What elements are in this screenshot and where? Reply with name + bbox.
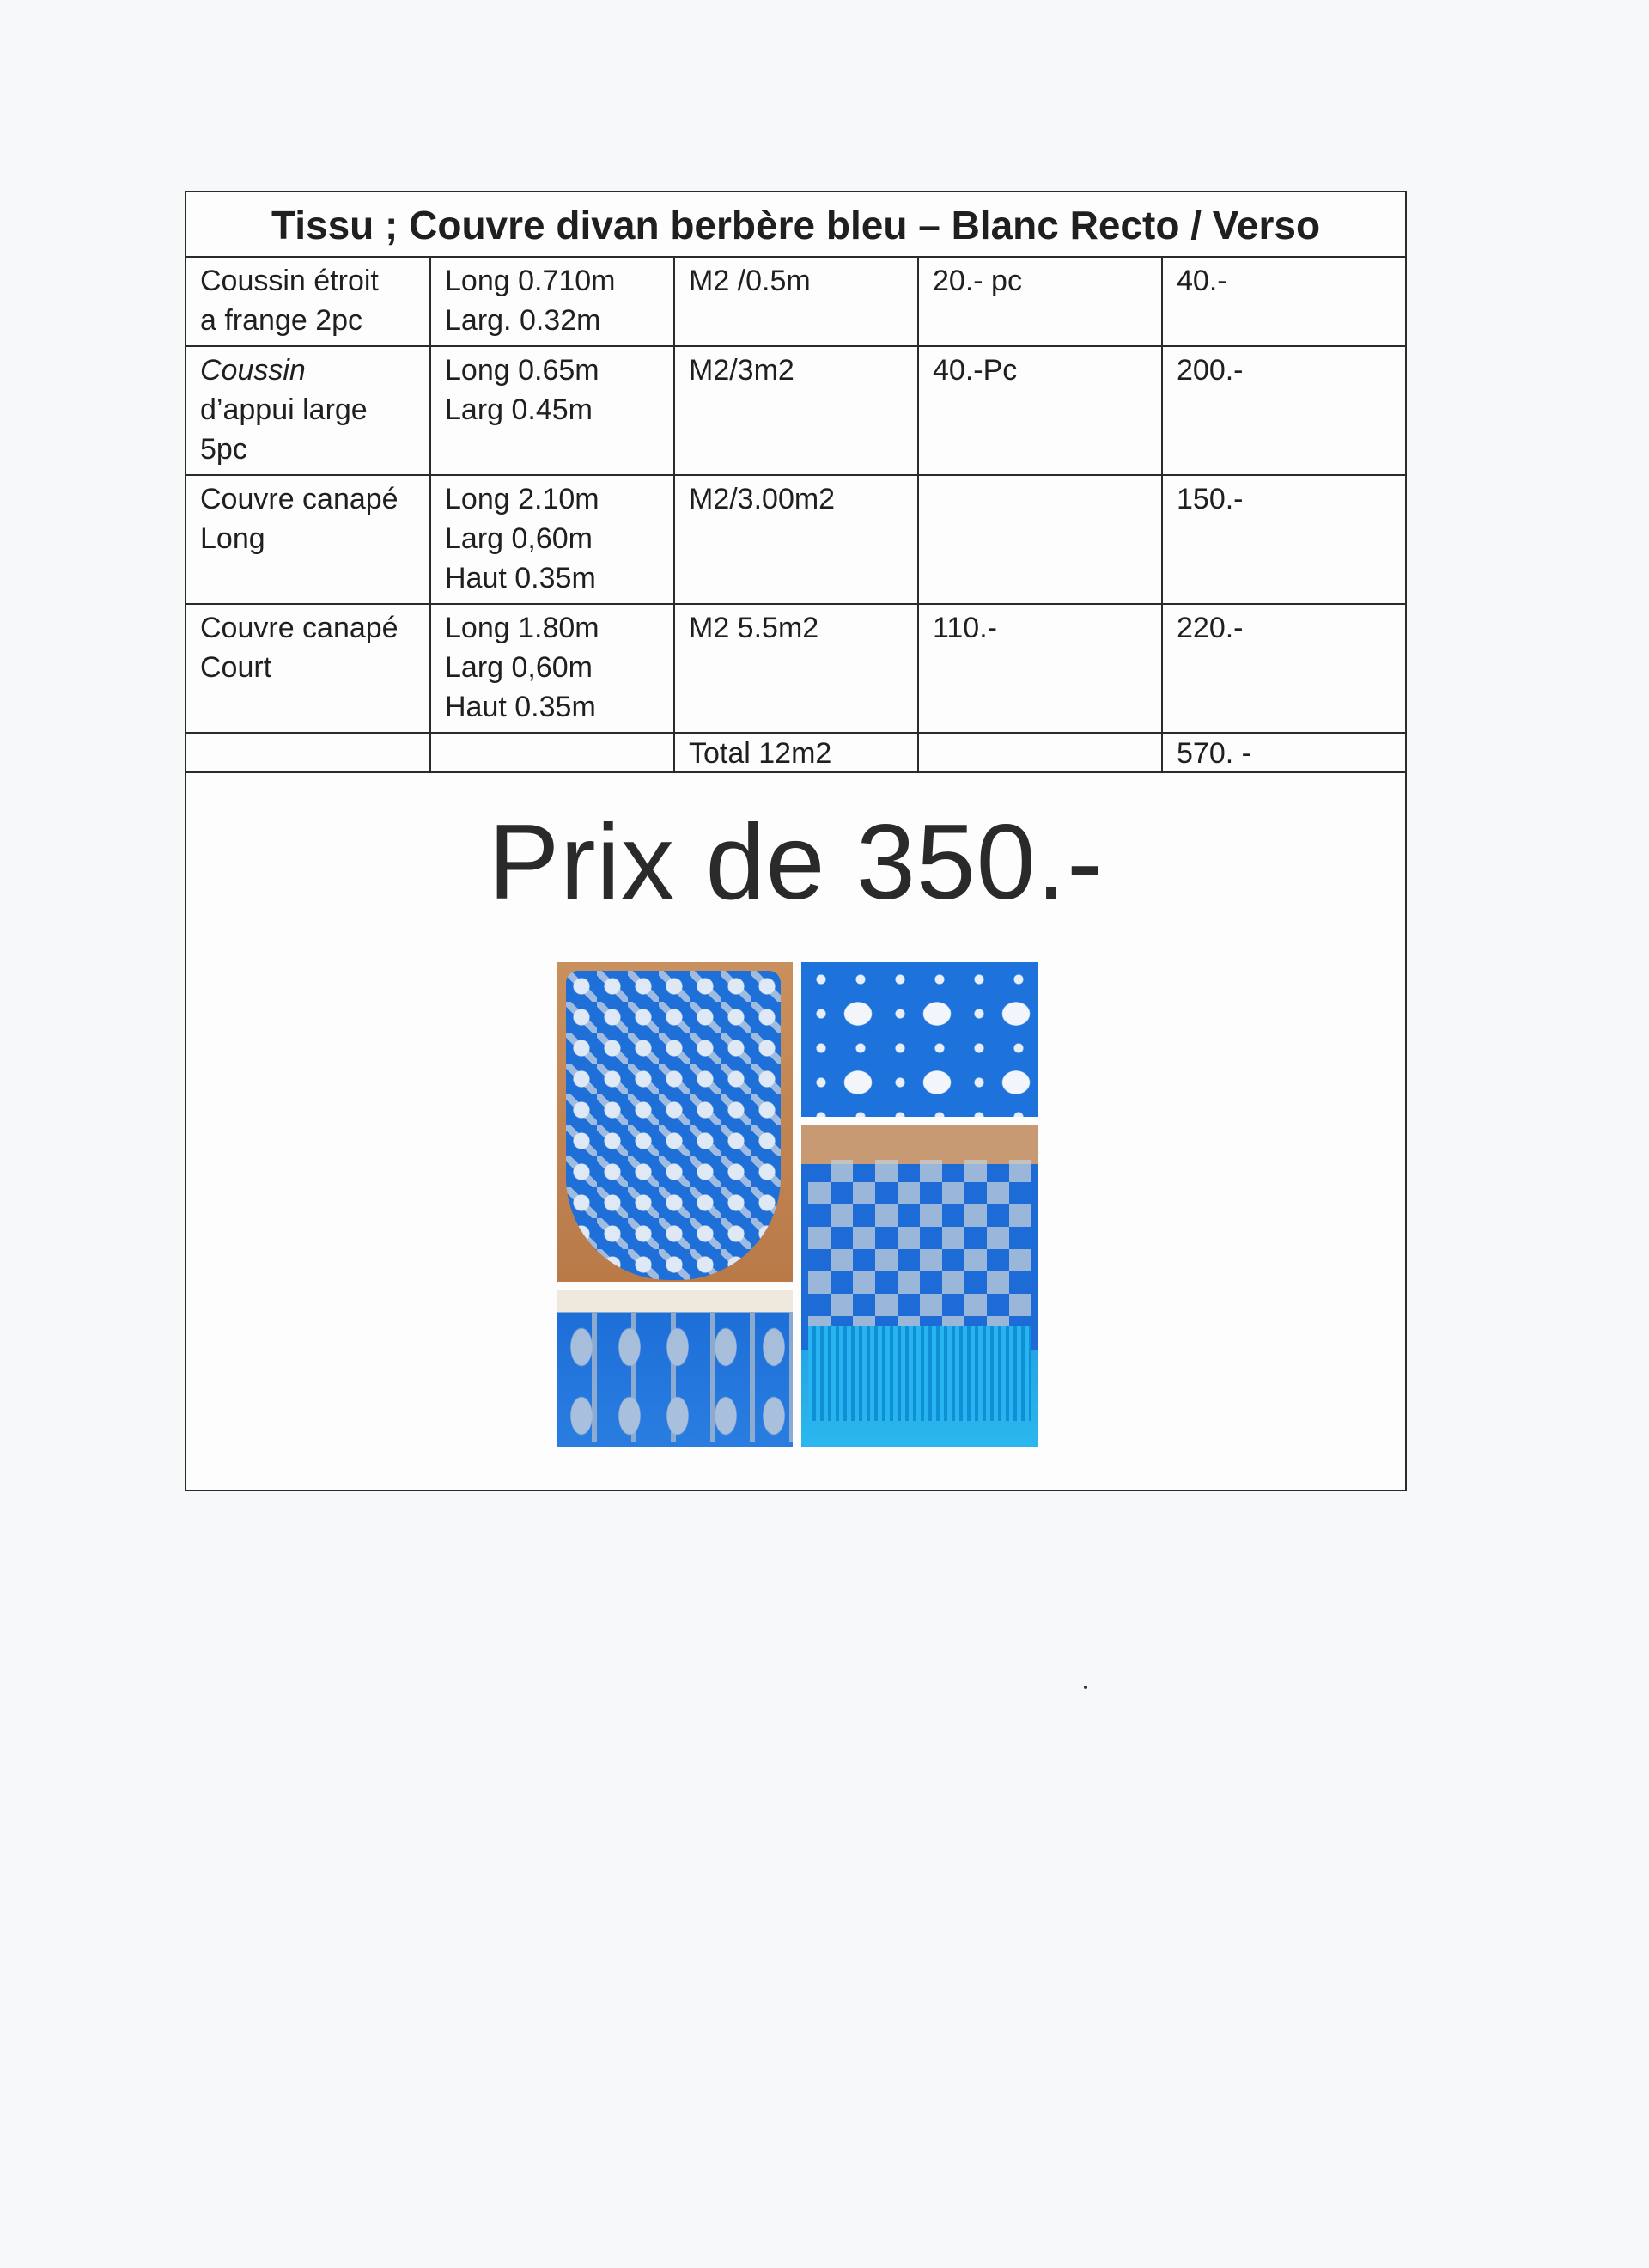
total-area-cell: Total 12m2 (674, 733, 918, 772)
price-sheet (185, 191, 1407, 1491)
price-banner: Prix de 350.- (488, 803, 1104, 922)
dimensions-cell: Long 0.65m Larg 0.45m (430, 346, 674, 475)
area-cell: M2 5.5m2 (674, 604, 918, 733)
area-cell: M2/3.00m2 (674, 475, 918, 604)
total-cell: 40.- (1162, 257, 1405, 346)
total-cell: 220.- (1162, 604, 1405, 733)
item-cell: Coussin étroit a frange 2pc (186, 257, 430, 346)
empty-cell (186, 733, 430, 772)
total-cell: 150.- (1162, 475, 1405, 604)
table-row (186, 475, 1405, 604)
photo-collage (557, 962, 1038, 1447)
product-table (186, 192, 1405, 773)
unit-price-cell: 20.- pc (918, 257, 1162, 346)
table-row (186, 257, 1405, 346)
photo-draped-throw (557, 962, 793, 1282)
photo-fringe-throw (801, 1125, 1038, 1447)
table-row (186, 604, 1405, 733)
area-cell: M2/3m2 (674, 346, 918, 475)
grand-total-cell: 570. - (1162, 733, 1405, 772)
table-row (186, 346, 1405, 475)
totals-row (186, 733, 1405, 772)
item-cell: Couvre canapé Court (186, 604, 430, 733)
unit-price-cell: 40.-Pc (918, 346, 1162, 475)
photo-folded-covers (557, 1290, 793, 1447)
dimensions-cell: Long 2.10m Larg 0,60m Haut 0.35m (430, 475, 674, 604)
dimensions-cell: Long 1.80m Larg 0,60m Haut 0.35m (430, 604, 674, 733)
unit-price-cell: 110.- (918, 604, 1162, 733)
total-cell: 200.- (1162, 346, 1405, 475)
photo-motif-closeup (801, 962, 1038, 1117)
scan-speck (1084, 1686, 1087, 1689)
table-title: Tissu ; Couvre divan berbère bleu – Blanc Recto / Verso (186, 192, 1405, 257)
unit-price-cell (918, 475, 1162, 604)
empty-cell (918, 733, 1162, 772)
item-cell: Coussin d’appui large 5pc (186, 346, 430, 475)
area-cell: M2 /0.5m (674, 257, 918, 346)
empty-cell (430, 733, 674, 772)
item-cell: Couvre canapé Long (186, 475, 430, 604)
dimensions-cell: Long 0.710m Larg. 0.32m (430, 257, 674, 346)
